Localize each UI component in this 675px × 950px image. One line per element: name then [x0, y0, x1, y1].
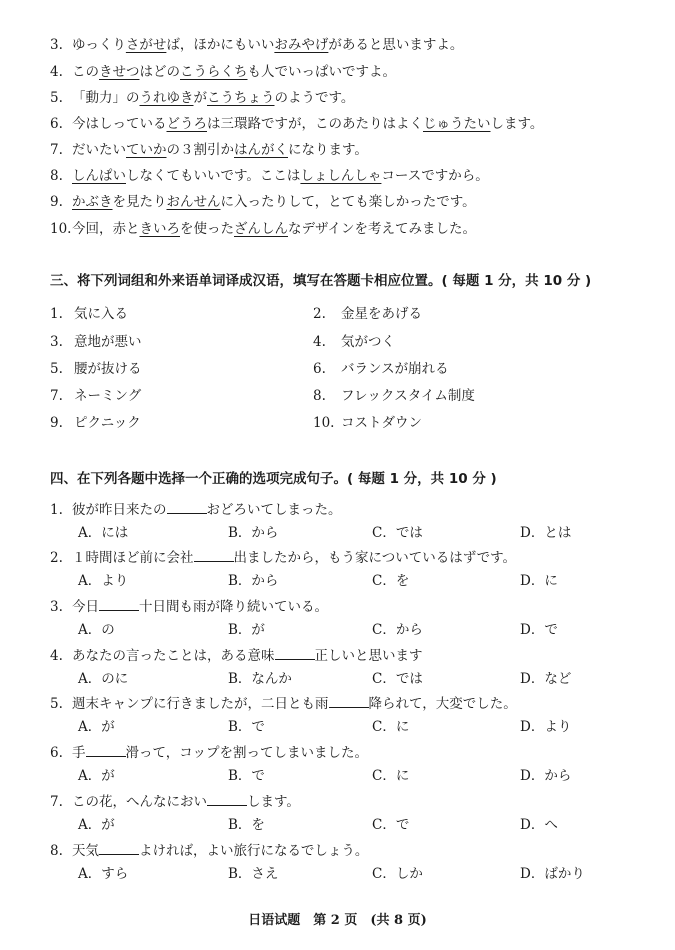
vocab-item: [50, 387, 141, 405]
underlined-word: しょしんしゃ: [300, 168, 382, 184]
answer-option: D．へ: [520, 817, 558, 833]
item-number: 3.: [50, 334, 63, 350]
sentence-text: が: [193, 90, 207, 106]
answer-option: D．より: [520, 719, 572, 735]
question-number: 4.: [50, 648, 63, 664]
sentence-text: のようです。: [274, 90, 355, 106]
item-number: 9.: [50, 415, 63, 431]
underlined-word: こうらくち: [180, 64, 248, 80]
item-number: 6.: [50, 116, 63, 132]
vocab-term: 気がつく: [341, 334, 395, 350]
stem-after-blank: おどろいてしまった。: [206, 502, 342, 518]
answer-option: B．を: [228, 817, 265, 833]
sentence-text: は三環路ですが，このあたりはよく: [207, 116, 423, 132]
answer-option: D．に: [520, 573, 558, 589]
answer-option: C．では: [372, 671, 423, 687]
item-number: 8.: [50, 168, 63, 184]
underlined-word: ていか: [126, 142, 167, 158]
question-stem: [50, 792, 300, 811]
item-number: 5.: [50, 361, 63, 377]
answer-blank: [194, 548, 234, 562]
answer-option: A．のに: [78, 671, 129, 687]
section2-item: [50, 193, 476, 211]
vocab-term: 金星をあげる: [341, 306, 422, 322]
answer-option: A．の: [78, 622, 115, 638]
vocab-item: [50, 333, 142, 351]
underlined-word: きせつ: [99, 64, 140, 80]
sentence-text: があると思いますよ。: [328, 37, 464, 53]
stem-before-blank: 彼が昨日来たの: [72, 502, 167, 518]
item-number: 9.: [50, 194, 63, 210]
item-number: 5.: [50, 90, 63, 106]
answer-blank: [99, 597, 139, 611]
answer-blank: [329, 694, 369, 708]
sentence-text: しなくてもいいです。ここは: [126, 168, 301, 184]
section2-item: [50, 63, 396, 81]
answer-option: A．が: [78, 817, 115, 833]
question-number: 5.: [50, 696, 63, 712]
answer-option: A．が: [78, 768, 115, 784]
section2-item: [50, 115, 543, 133]
answer-option: D．とは: [520, 525, 572, 541]
question-stem: [50, 841, 368, 860]
sentence-text: も人でいっぱいですよ。: [247, 64, 396, 80]
answer-option: C．に: [372, 719, 410, 735]
item-number: 4.: [50, 64, 63, 80]
answer-option: B．が: [228, 622, 265, 638]
vocab-item: [50, 360, 142, 378]
stem-after-blank: 出ましたから，もう家についているはずです。: [233, 550, 517, 566]
question-number: 6.: [50, 745, 63, 761]
question-stem: [50, 548, 516, 567]
underlined-word: さがせ: [125, 37, 167, 53]
vocab-term: ネーミング: [74, 388, 142, 404]
sentence-text: この: [72, 64, 99, 80]
vocab-item: [313, 333, 395, 351]
vocab-term: 気に入る: [74, 306, 128, 322]
sentence-text: コースですから。: [381, 168, 489, 184]
item-number: 10.: [50, 221, 72, 237]
answer-option: C．で: [372, 817, 410, 833]
vocab-item: [50, 414, 141, 432]
underlined-word: しんぱい: [72, 168, 126, 184]
vocab-item: [313, 387, 475, 405]
item-number: 3.: [50, 37, 63, 53]
vocab-term: フレックスタイム制度: [341, 388, 475, 404]
answer-option: A．すら: [78, 866, 129, 882]
answer-blank: [167, 500, 207, 514]
sentence-text: の３割引か: [166, 142, 234, 158]
answer-option: B．なんか: [228, 671, 292, 687]
answer-option: B．で: [228, 719, 265, 735]
answer-option: A．が: [78, 719, 115, 735]
vocab-term: バランスが崩れる: [341, 361, 449, 377]
underlined-word: こうちょう: [207, 90, 275, 106]
question-stem: [50, 694, 517, 713]
stem-before-blank: 週末キャンプに行きましたが，二日とも雨: [72, 696, 329, 712]
stem-after-blank: 十日間も雨が降り続いている。: [139, 599, 328, 615]
item-number: 1.: [50, 306, 63, 322]
sentence-text: 今はしっている: [72, 116, 167, 132]
answer-option: A．には: [78, 525, 129, 541]
item-number: 8.: [313, 388, 326, 404]
answer-option: B．から: [228, 525, 279, 541]
vocab-item: [313, 414, 422, 432]
vocab-term: コストダウン: [341, 415, 422, 431]
question-stem: [50, 597, 328, 616]
sentence-text: 「動力」の: [72, 90, 140, 106]
answer-option: C．では: [372, 525, 423, 541]
underlined-word: きいろ: [139, 221, 180, 237]
item-number: 6.: [313, 361, 326, 377]
section2-item: [50, 220, 476, 238]
stem-before-blank: 今日: [72, 599, 99, 615]
answer-option: B．から: [228, 573, 279, 589]
section2-item: [50, 141, 368, 159]
sentence-text: します。: [490, 116, 544, 132]
question-number: 2.: [50, 550, 63, 566]
sentence-text: ゆっくり: [72, 37, 126, 53]
underlined-word: ざんしん: [234, 221, 288, 237]
underlined-word: じゅうたい: [423, 116, 491, 132]
answer-option: C．に: [372, 768, 410, 784]
sentence-text: に入ったりして，とても楽しかったです。: [220, 194, 476, 210]
answer-option: C．から: [372, 622, 423, 638]
answer-option: D．で: [520, 622, 558, 638]
stem-after-blank: 正しいと思います: [314, 648, 423, 664]
vocab-item: [313, 305, 422, 323]
answer-option: D．ばかり: [520, 866, 585, 882]
question-number: 1.: [50, 502, 63, 518]
stem-after-blank: よければ，よい旅行になるでしょう。: [139, 843, 369, 859]
underlined-word: かぶき: [72, 194, 113, 210]
answer-option: B．さえ: [228, 866, 279, 882]
section2-item: [50, 167, 489, 185]
stem-before-blank: あなたの言ったことは，ある意味: [72, 648, 275, 664]
section2-item: [50, 36, 463, 54]
answer-option: C．を: [372, 573, 410, 589]
stem-before-blank: 天気: [72, 843, 99, 859]
stem-before-blank: 手: [72, 745, 86, 761]
sentence-text: ば，ほかにもいい: [166, 37, 275, 53]
item-number: 4.: [313, 334, 326, 350]
underlined-word: どうろ: [166, 116, 207, 132]
question-number: 3.: [50, 599, 63, 615]
stem-after-blank: 降られて，大変でした。: [368, 696, 517, 712]
question-number: 7.: [50, 794, 63, 810]
underlined-word: はんがく: [234, 142, 288, 158]
sentence-text: を見たり: [112, 194, 167, 210]
question-stem: [50, 743, 368, 762]
underlined-word: おみやげ: [274, 37, 329, 53]
vocab-term: 意地が悪い: [74, 334, 142, 350]
vocab-item: [50, 305, 128, 323]
answer-option: D．から: [520, 768, 572, 784]
answer-blank: [207, 792, 247, 806]
underlined-word: うれゆき: [139, 90, 194, 106]
sentence-text: はどの: [139, 64, 180, 80]
question-stem: [50, 500, 342, 519]
item-number: 10.: [313, 415, 335, 431]
section2-item: [50, 89, 354, 107]
vocab-term: ピクニック: [74, 415, 141, 431]
answer-option: D．など: [520, 671, 572, 687]
stem-before-blank: １時間ほど前に会社: [72, 550, 194, 566]
stem-after-blank: します。: [247, 794, 300, 810]
item-number: 7.: [50, 142, 63, 158]
answer-option: A．より: [78, 573, 129, 589]
sentence-text: なデザインを考えてみました。: [288, 221, 477, 237]
stem-after-blank: 滑って，コップを割ってしまいました。: [125, 745, 368, 761]
answer-blank: [86, 743, 126, 757]
answer-option: B．で: [228, 768, 265, 784]
sentence-text: になります。: [288, 142, 368, 158]
stem-before-blank: この花，へんなにおい: [72, 794, 207, 810]
section3-heading: 三、将下列词组和外来语单词译成汉语，填写在答题卡相应位置。( 每题 1 分，共 10 分 ): [50, 273, 592, 289]
question-number: 8.: [50, 843, 63, 859]
item-number: 2.: [313, 306, 326, 322]
item-number: 7.: [50, 388, 63, 404]
underlined-word: おんせん: [166, 194, 221, 210]
answer-blank: [99, 841, 139, 855]
page-footer: 日语试题 第 2 页 (共 8 页): [248, 913, 427, 928]
sentence-text: 今回，赤と: [72, 221, 140, 237]
answer-option: C．しか: [372, 866, 423, 882]
sentence-text: だいたい: [72, 142, 126, 158]
sentence-text: を使った: [180, 221, 234, 237]
answer-blank: [275, 646, 315, 660]
section4-heading: 四、在下列各题中选择一个正确的选项完成句子。( 每题 1 分，共 10 分 ): [50, 471, 497, 487]
vocab-term: 腰が抜ける: [74, 361, 142, 377]
vocab-item: [313, 360, 449, 378]
question-stem: [50, 646, 423, 665]
